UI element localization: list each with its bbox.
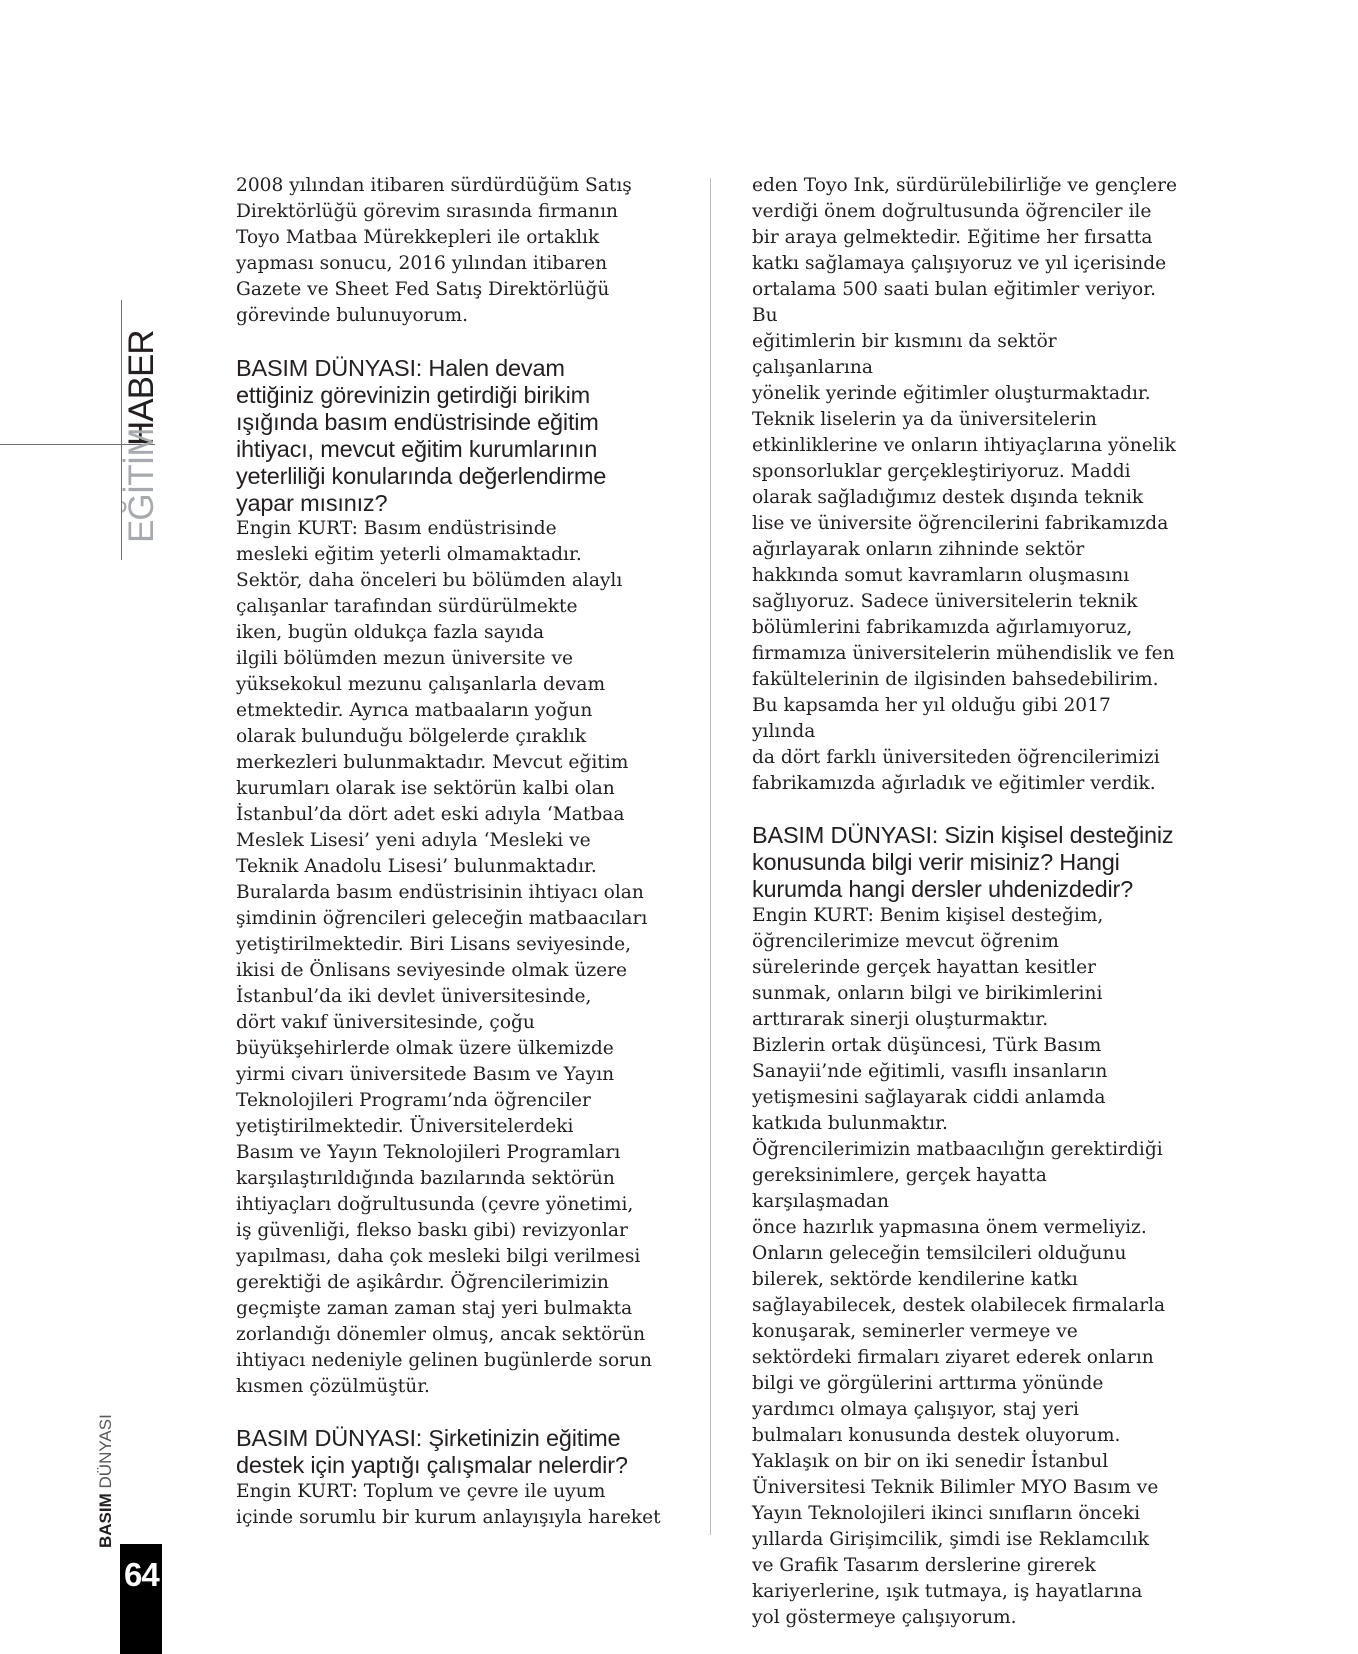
answer-paragraph-2-continued: eden Toyo Ink, sürdürülebilirliğe ve gençlere verdiği önem doğrultusunda öğrenciler ile bir araya gelmektedir. Eğitime her fırsatta katkı sağlamaya çalışıyoruz ve yıl içerisinde ortalama 500 saati bulan eğitimler veriyor. Bu eğitimlerin bir kısmını da sektör çalışanlarına yönelik yerinde eğitimler oluşturmaktadır. Teknik liselerin ya da üniversitelerin etkinliklerine ve onların ihtiyaçlarına yönelik sponsorluklar gerçekleştiriyoruz. Maddi olarak sağladığımız destek dışında teknik lise ve üniversite öğrencilerini fabrikamızda ağırlayarak onların zihninde sektör hakkında somut kavramların oluşmasını sağlıyoruz. Sadece üniversitelerin teknik bölümlerini fabrikamızda ağırlamıyoruz, firmamıza üniversitelerin mühendislik ve fen fakültelerinin de ilgisinden bahsedebilirim. Bu kapsamda her yıl olduğu gibi 2017 yılında da dört farklı üniversiteden öğrencilerimizi fabrikamızda ağırladık ve eğitimler verdik. [752, 175, 1177, 794]
magazine-name [95, 1414, 117, 1548]
right-column [752, 173, 1177, 1631]
question-heading-3: BASIM DÜNYASI: Sizin kişisel desteğiniz konusunda bilgi verir misiniz? Hangi kurumda hangi dersler uhdenizdedir? [752, 822, 1174, 902]
section-label-egitim: EĞİTİM [122, 428, 161, 543]
column-divider [710, 178, 711, 1535]
section-label-haber: HABER [122, 330, 161, 446]
question-heading-2: BASIM DÜNYASI: Şirketinizin eğitime destek için yaptığı çalışmalar nelerdir? [236, 1425, 628, 1478]
answer-paragraph-2: Engin KURT: Toplum ve çevre ile uyum içinde sorumlu bir kurum anlayışıyla hareket [236, 1481, 661, 1528]
magazine-name-bold: BASIM [96, 1493, 115, 1548]
left-column [236, 173, 669, 1531]
answer-paragraph-3: Engin KURT: Benim kişisel desteğim, öğrencilerimize mevcut öğrenim sürelerinde gerçek hayattan kesitler sunmak, onların bilgi ve birikimlerini arttırarak sinerji oluşturmaktır. Bizlerin ortak düşüncesi, Türk Basım Sanayii’nde eğitimli, vasıflı insanların yetişmesini sağlayarak ciddi anlamda katkıda bulunmaktır. Öğrencilerimizin matbaacılığın gerektirdiği gereksinimlere, gerçek hayatta karşılaşmadan önce hazırlık yapmasına önem vermeliyiz. Onların geleceğin temsilcileri olduğunu bilerek, sektörde kendilerine katkı sağlayabilecek, destek olabilecek firmalarla konuşarak, seminerler vermeye ve sektördeki firmaları ziyaret ederek onların bilgi ve görgülerini arttırma yönünde yardımcı olmaya çalışıyor, staj yeri bulmaları konusunda destek oluyorum. Yaklaşık on bir on iki senedir İstanbul Üniversitesi Teknik Bilimler MYO Basım ve Yayın Teknolojileri ikinci sınıfların önceki yıllarda Girişimcilik, şimdi ise Reklamcılık ve Grafik Tasarım derslerine girerek kariyerlerine, ışık tutmaya, iş hayatlarına yol göstermeye çalışıyorum. [752, 905, 1166, 1628]
magazine-name-light: DÜNYASI [96, 1414, 115, 1489]
intro-paragraph: 2008 yılından itibaren sürdürdüğüm Satış Direktörlüğü görevim sırasında firmanın Toyo Matbaa Mürekkepleri ile ortaklık yapması sonucu, 2016 yılından itibaren Gazete ve Sheet Fed Satış Direktörlüğü görevinde bulunuyorum. [236, 175, 632, 326]
page-number: 64 [124, 1556, 159, 1593]
answer-paragraph-1: Engin KURT: Basım endüstrisinde mesleki eğitim yeterli olmamaktadır. Sektör, daha önceleri bu bölümden alaylı çalışanlar tarafından sürdürülmekte iken, bugün oldukça fazla sayıda ilgili bölümden mezun üniversite ve yüksekokul mezunu çalışanlarla devam etmektedir. Ayrıca matbaaların yoğun olarak bulunduğu bölgelerde çıraklık merkezleri bulunmaktadır. Mevcut eğitim kurumları olarak ise sektörün kalbi olan İstanbul’da dört adet eski adıyla ‘Matbaa Meslek Lisesi’ yeni adıyla ‘Mesleki ve Teknik Anadolu Lisesi’ bulunmaktadır. Buralarda basım endüstrisinin ihtiyacı olan şimdinin öğrencileri geleceğin matbaacıları yetiştirilmektedir. Biri Lisans seviyesinde, ikisi de Önlisans seviyesinde olmak üzere İstanbul’da iki devlet üniversitesinde, dört vakıf üniversitesinde, çoğu büyükşehirlerde olmak üzere ülkemizde yirmi civarı üniversitede Basım ve Yayın Teknolojileri Programı’nda öğrenciler yetiştirilmektedir. Üniversitelerdeki Basım ve Yayın Teknolojileri Programları karşılaştırıldığında bazılarında sektörün ihtiyaçları doğrultusunda (çevre yönetimi, iş güvenliği, flekso baskı gibi) revizyonlar yapılması, daha çok mesleki bilgi verilmesi gerektiği de aşikârdır. Öğrencilerimizin geçmişte zaman zaman staj yeri bulmakta zorlandığı dönemler olmuş, ancak sektörün ihtiyacı nedeniyle gelinen bugünlerde sorun kısmen çözülmüştür. [236, 518, 652, 1397]
question-heading-1: BASIM DÜNYASI: Halen devam ettiğiniz görevinizin getirdiği birikim ışığında basım endüstrisinde eğitim ihtiyacı, mevcut eğitim kurumlarının yeterliliği konularında değerlendirme yapar mısınız? [236, 355, 607, 516]
